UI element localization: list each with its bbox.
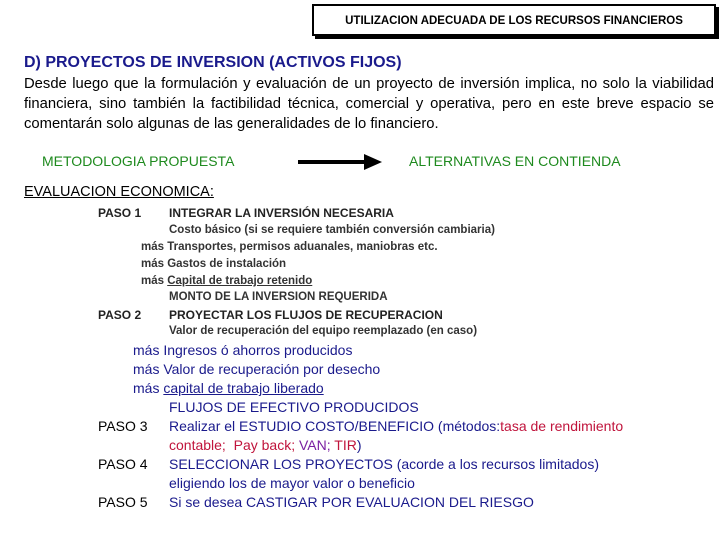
flow-right-label: ALTERNATIVAS EN CONTIENDA xyxy=(409,153,621,169)
paso5-line1: Si se desea CASTIGAR POR EVALUACION DEL RIESGO xyxy=(169,494,534,510)
intro-paragraph: Desde luego que la formulación y evaluación de un proyecto de inversión implica, no solo la viabilidad financiera, sino también la factibilidad técnica, comercial y operativa, pero en este breve espacio se comentarán solo algunas de las generalidades de lo financiero. xyxy=(24,76,714,132)
paso1-line: más Gastos de instalación xyxy=(141,258,287,270)
paso1-line: Costo básico (si se requiere también conversión cambiaria) xyxy=(169,224,495,236)
paso1-heading: INTEGRAR LA INVERSIÓN NECESARIA xyxy=(169,206,394,220)
header-title: UTILIZACION ADECUADA DE LOS RECURSOS FINANCIEROS xyxy=(312,4,716,36)
paso3-method-payback: Pay back; xyxy=(233,437,296,453)
paso5-label: PASO 5 xyxy=(98,494,148,510)
paso1-total: MONTO DE LA INVERSION REQUERIDA xyxy=(169,291,388,303)
paso2-total: FLUJOS DE EFECTIVO PRODUCIDOS xyxy=(169,399,419,415)
paso3-method-van: VAN; xyxy=(298,437,331,453)
paso4-label: PASO 4 xyxy=(98,456,148,472)
paso3-method-tir: TIR xyxy=(334,437,357,453)
right-arrow-icon xyxy=(298,154,382,170)
paso1-label: PASO 1 xyxy=(98,206,142,220)
paso1-capital-prefix: más xyxy=(141,275,168,287)
paso2-label: PASO 2 xyxy=(98,308,142,322)
paso3-line1 xyxy=(169,418,623,434)
paso2-capital-prefix: más xyxy=(133,380,164,396)
paso3-label: PASO 3 xyxy=(98,418,148,434)
paso1-capital-line xyxy=(141,275,312,287)
paso1-capital-text: Capital de trabajo retenido xyxy=(167,275,313,287)
paso2-line: Valor de recuperación del equipo reemplazado (en caso) xyxy=(169,325,478,337)
paso2-capital-text: capital de trabajo liberado xyxy=(163,380,324,396)
paso4-line1: SELECCIONAR LOS PROYECTOS (acorde a los recursos limitados) xyxy=(169,456,599,472)
paso4-line2: eligiendo los de mayor valor o beneficio xyxy=(169,475,415,491)
evaluacion-title: EVALUACION ECONOMICA: xyxy=(24,184,214,200)
paso3-text: Realizar el ESTUDIO COSTO/BENEFICIO (métodos: xyxy=(169,418,501,434)
paso2-heading: PROYECTAR LOS FLUJOS DE RECUPERACION xyxy=(169,308,443,322)
paso2-capital-line xyxy=(133,380,324,396)
paso3-method-contable: contable; xyxy=(169,437,226,453)
paso1-line: más Transportes, permisos aduanales, maniobras etc. xyxy=(141,241,438,253)
paso3-method-tasa: tasa de rendimiento xyxy=(500,418,624,434)
paso3-line2 xyxy=(169,437,362,453)
paso2-line: más Ingresos ó ahorros producidos xyxy=(133,342,353,358)
paso2-line: más Valor de recuperación por desecho xyxy=(133,361,381,377)
flow-left-label: METODOLOGIA PROPUESTA xyxy=(42,153,235,169)
paso3-close: ) xyxy=(356,437,362,453)
section-title: D) PROYECTOS DE INVERSION (ACTIVOS FIJOS) xyxy=(24,54,402,71)
